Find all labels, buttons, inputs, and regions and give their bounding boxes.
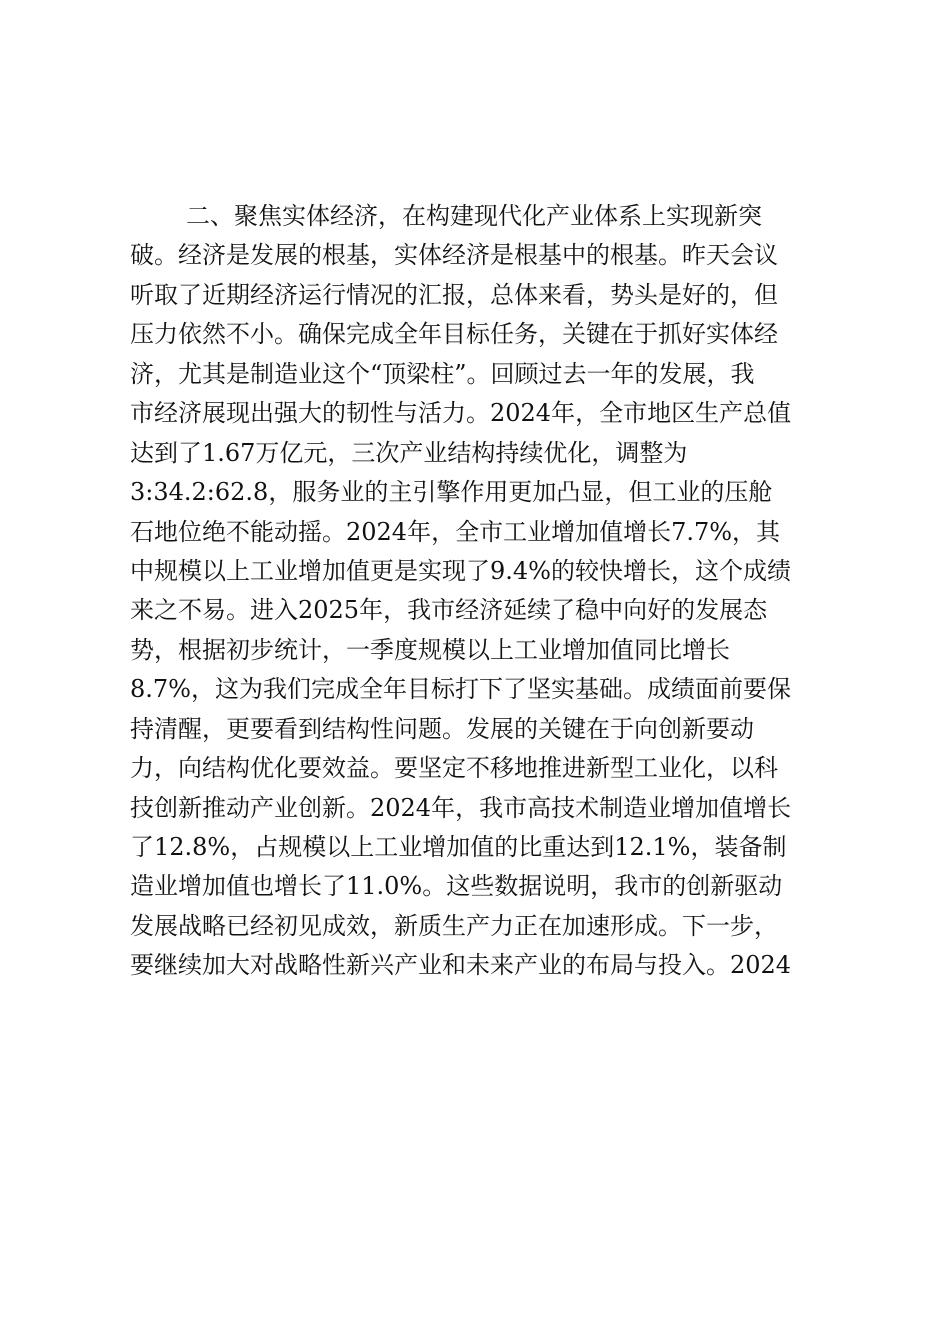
paragraph-line: 二、聚焦实体经济，在构建现代化产业体系上实现新突 bbox=[186, 202, 762, 230]
paragraph-line: 达到了1.67万亿元，三次产业结构持续优化，调整为 bbox=[130, 438, 688, 467]
paragraph-line: 来之不易。进入2025年，我市经济延续了稳中向好的发展态 bbox=[130, 596, 768, 625]
paragraph-line: 势，根据初步统计，一季度规模以上工业增加值同比增长 bbox=[130, 635, 730, 664]
paragraph-line: 要继续加大对战略性新兴产业和未来产业的布局与投入。2024 bbox=[130, 951, 792, 980]
paragraph-line: 3:34.2:62.8，服务业的主引擎作用更加凸显，但工业的压舱 bbox=[130, 478, 773, 507]
paragraph-line: 发展战略已经初见成效，新质生产力正在加速形成。下一步， bbox=[130, 911, 778, 940]
paragraph-line: 济，尤其是制造业这个“顶梁柱”。回顾过去一年的发展，我 bbox=[130, 359, 755, 388]
paragraph-line: 石地位绝不能动摇。2024年，全市工业增加值增长7.7%，其 bbox=[130, 517, 781, 546]
paragraph-line: 持清醒，更要看到结构性问题。发展的关键在于向创新要动 bbox=[130, 714, 754, 743]
paragraph-line: 了12.8%，占规模以上工业增加值的比重达到12.1%，装备制 bbox=[130, 833, 787, 861]
paragraph-line: 技创新推动产业创新。2024年，我市高技术制造业增加值增长 bbox=[130, 793, 792, 822]
paragraph-line: 力，向结构优化要效益。要坚定不移地推进新型工业化，以科 bbox=[130, 754, 778, 783]
paragraph-line: 造业增加值也增长了11.0%。这些数据说明，我市的创新驱动 bbox=[130, 872, 783, 901]
body-paragraph bbox=[130, 197, 824, 986]
paragraph-line: 破。经济是发展的根基，实体经济是根基中的根基。昨天会议 bbox=[130, 241, 778, 270]
paragraph-line: 8.7%，这为我们完成全年目标打下了坚实基础。成绩面前要保 bbox=[130, 675, 791, 704]
paragraph-line: 市经济展现出强大的韧性与活力。2024年，全市地区生产总值 bbox=[130, 399, 792, 428]
paragraph-line: 压力依然不小。确保完成全年目标任务，关键在于抓好实体经 bbox=[130, 320, 778, 349]
paragraph-line: 听取了近期经济运行情况的汇报，总体来看，势头是好的，但 bbox=[130, 280, 778, 309]
paragraph-line: 中规模以上工业增加值更是实现了9.4%的较快增长，这个成绩 bbox=[130, 556, 791, 585]
